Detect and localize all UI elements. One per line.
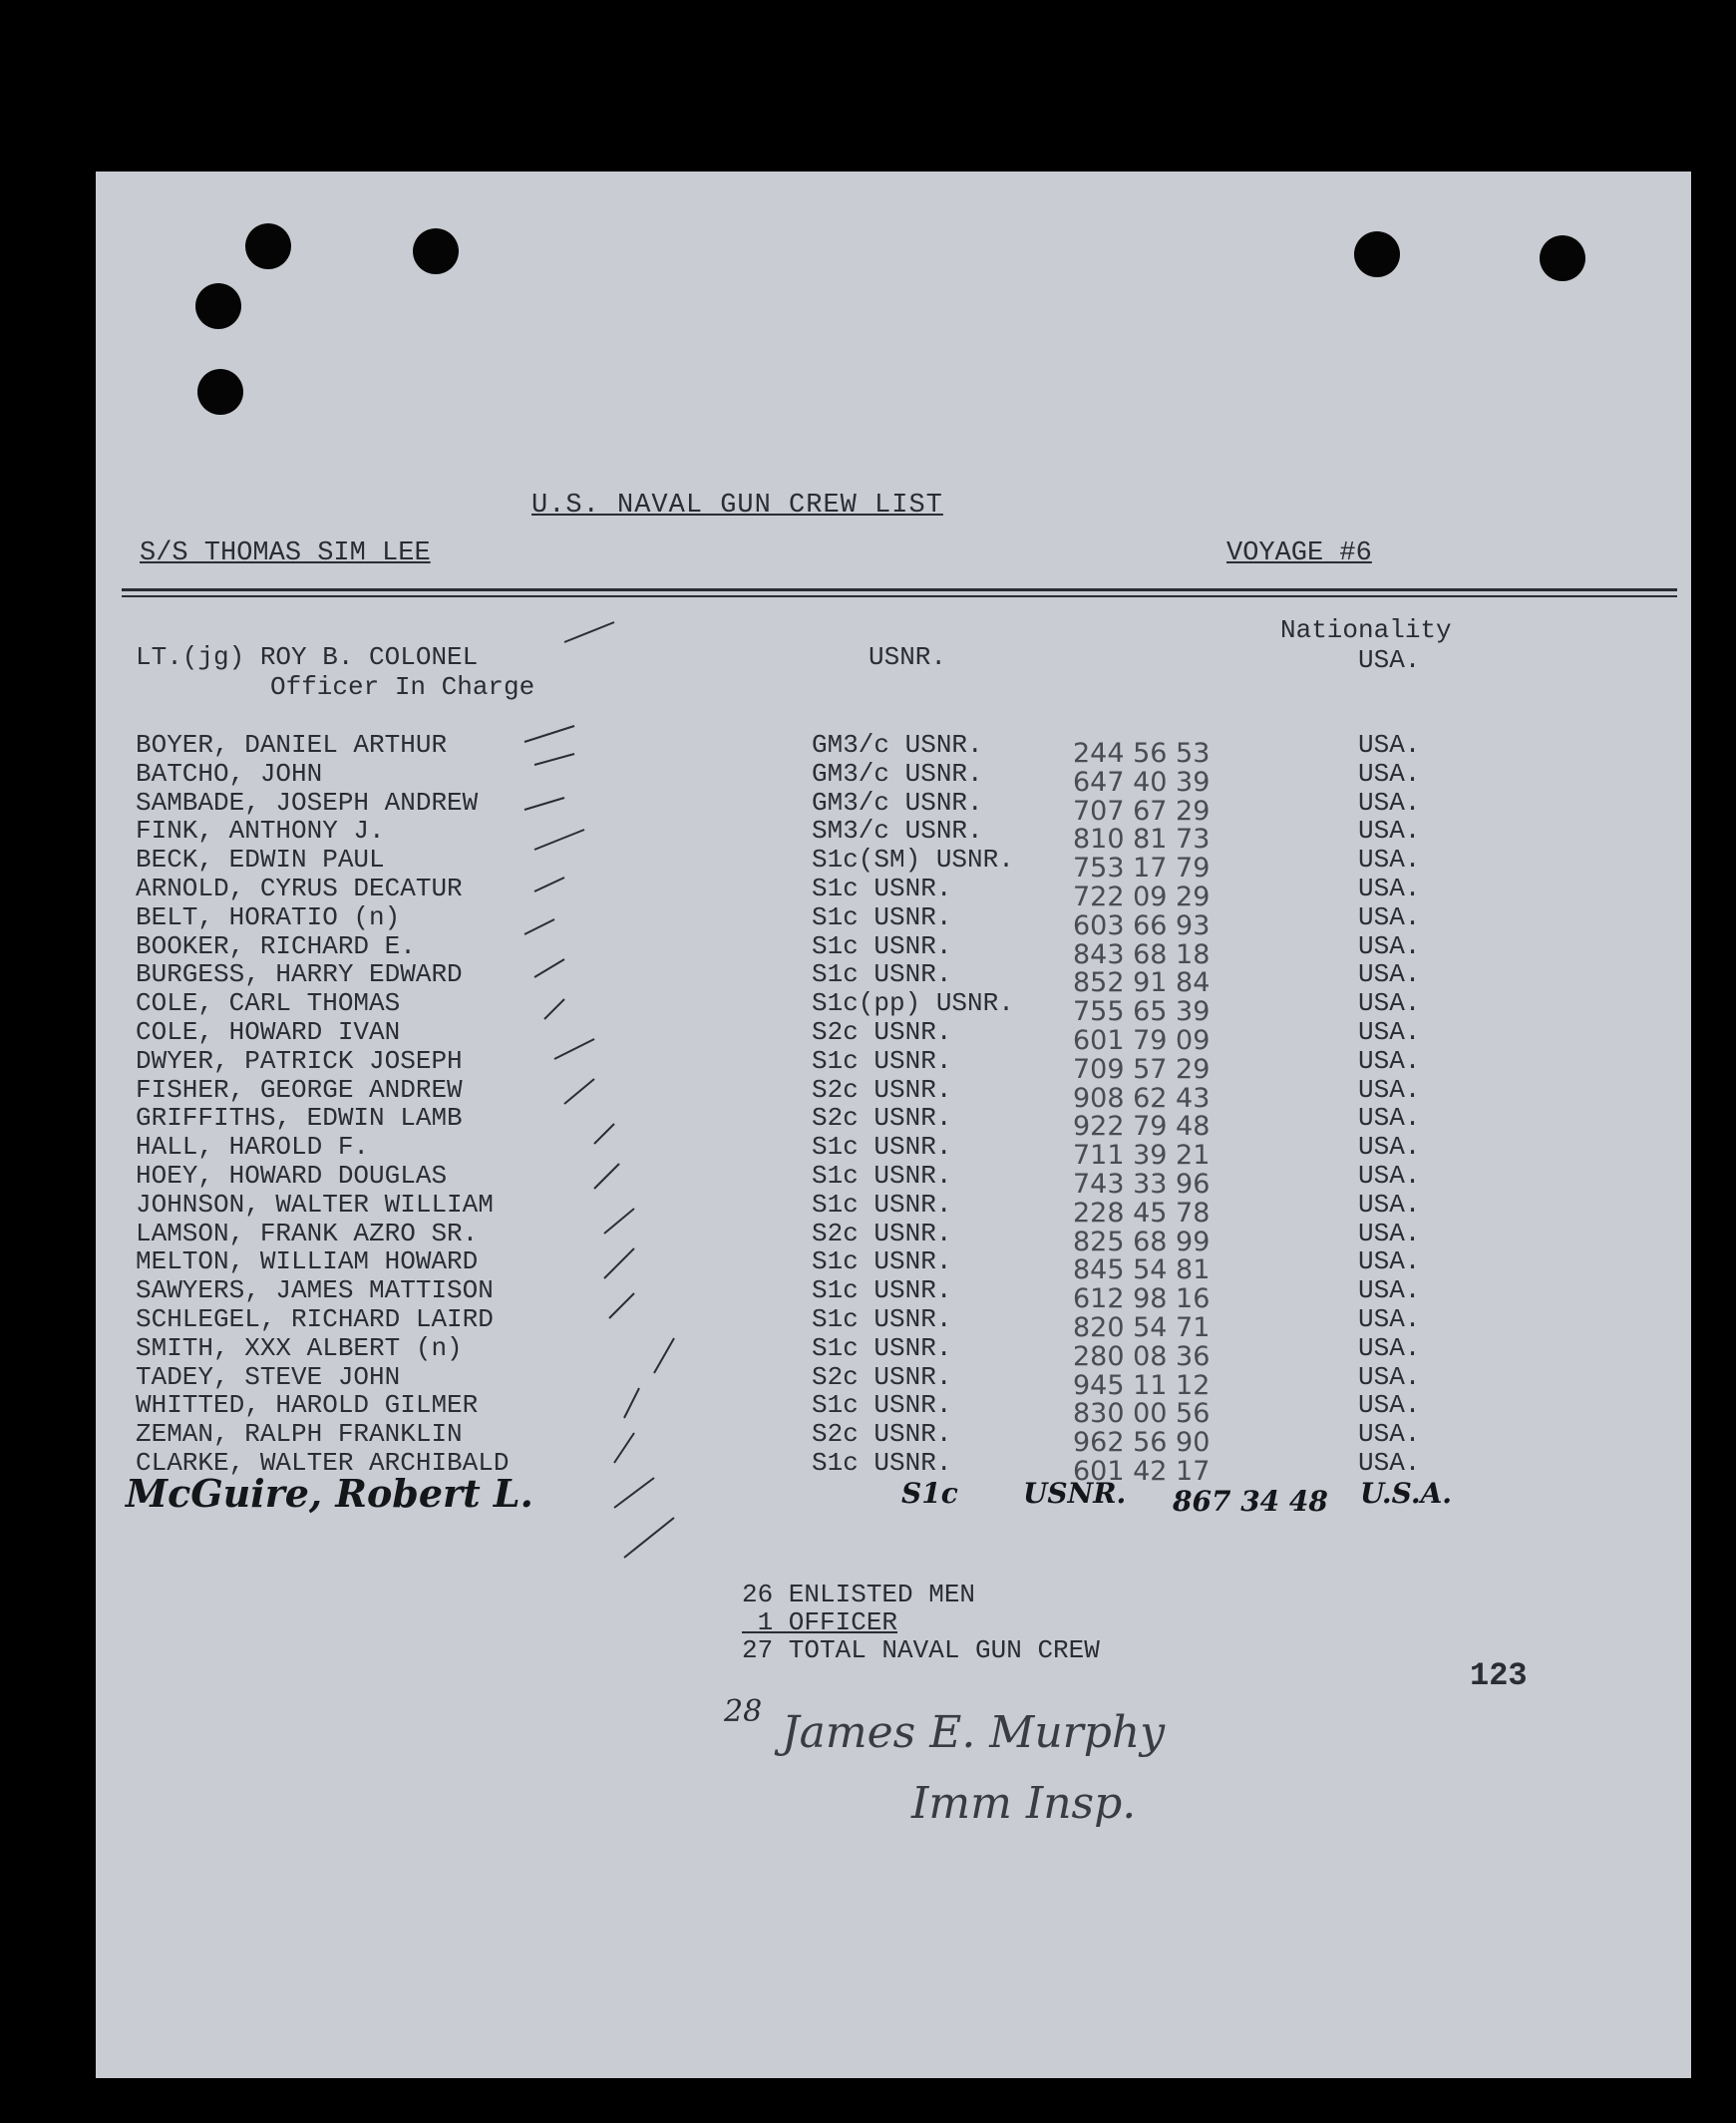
crew-name: SMITH, XXX ALBERT (n) [136,1332,463,1363]
crew-nationality: USA. [1358,816,1421,847]
crew-rate: S1c USNR. [812,1332,952,1363]
crew-nationality: USA. [1358,758,1421,789]
handwritten-crew-rate: S1c [901,1476,958,1510]
crew-rate: S1c USNR. [812,1189,952,1220]
crew-service-number: 743 33 96 [1073,1168,1211,1200]
crew-nationality: USA. [1358,1160,1421,1191]
crew-nationality: USA. [1358,1275,1421,1306]
handwritten-crew-number: 867 34 48 [1173,1484,1328,1518]
crew-service-number: 709 57 29 [1073,1053,1211,1085]
crew-service-number: 845 54 81 [1073,1254,1211,1286]
crew-service-number: 755 65 39 [1073,996,1211,1028]
crew-service-number: 603 66 93 [1073,909,1211,941]
crew-rate: S1c USNR. [812,1132,952,1163]
crew-nationality: USA. [1358,1419,1421,1450]
crew-name: TADEY, STEVE JOHN [136,1361,401,1392]
crew-nationality: USA. [1358,1332,1421,1363]
crew-nationality: USA. [1358,1246,1421,1277]
crew-rate: S1c USNR. [812,1447,952,1478]
crew-name: FISHER, GEORGE ANDREW [136,1074,463,1105]
crew-rate: S2c USNR. [812,1103,952,1134]
nationality-header: Nationality [1280,615,1452,645]
crew-rate: S2c USNR. [812,1218,952,1248]
crew-nationality: USA. [1358,845,1421,876]
crew-name: MELTON, WILLIAM HOWARD [136,1246,479,1277]
officer-nationality: USA. [1358,645,1421,675]
document-title: U.S. NAVAL GUN CREW LIST [531,491,943,521]
crew-name: FINK, ANTHONY J. [136,816,385,847]
crew-rate: S1c USNR. [812,1246,952,1277]
handwritten-crew-name: McGuire, Robert L. [126,1470,533,1516]
crew-rate: S1c USNR. [812,1275,952,1306]
crew-service-number: 711 39 21 [1073,1140,1211,1172]
crew-name: ZEMAN, RALPH FRANKLIN [136,1419,463,1450]
crew-nationality: USA. [1358,1390,1421,1421]
crew-rate: S1c USNR. [812,1045,952,1076]
crew-service-number: 228 45 78 [1073,1197,1211,1229]
crew-service-number: 820 54 71 [1073,1311,1211,1343]
crew-service-number: 843 68 18 [1073,938,1211,970]
crew-service-number: 908 62 43 [1073,1082,1211,1114]
crew-name: COLE, CARL THOMAS [136,988,401,1019]
crew-nationality: USA. [1358,873,1421,903]
handwritten-total: 28 [724,1694,763,1729]
crew-rate: S1c USNR. [812,901,952,932]
crew-service-number: 707 67 29 [1073,795,1211,827]
crew-nationality: USA. [1358,1103,1421,1134]
crew-service-number: 722 09 29 [1073,881,1211,912]
enlisted-count: 26 ENLISTED MEN [742,1580,976,1609]
crew-name: BECK, EDWIN PAUL [136,845,385,876]
crew-nationality: USA. [1358,959,1421,990]
crew-service-number: 945 11 12 [1073,1369,1211,1401]
crew-rate: S2c USNR. [812,1016,952,1047]
crew-nationality: USA. [1358,930,1421,961]
crew-rate: S1c USNR. [812,959,952,990]
crew-service-number: 280 08 36 [1073,1340,1211,1372]
crew-rate: S1c USNR. [812,1390,952,1421]
crew-service-number: 830 00 56 [1073,1398,1211,1430]
crew-service-number: 601 42 17 [1073,1455,1211,1487]
officer-name: LT.(jg) ROY B. COLONEL [136,642,479,672]
document-page [96,172,1691,2078]
officer-branch: USNR. [868,642,947,672]
handwritten-crew-nationality: U.S.A. [1360,1476,1453,1510]
crew-name: BELT, HORATIO (n) [136,901,401,932]
crew-name: HALL, HAROLD F. [136,1132,370,1163]
ship-name: S/S THOMAS SIM LEE [140,538,431,568]
crew-nationality: USA. [1358,1074,1421,1105]
crew-rate: GM3/c USNR. [812,787,983,818]
voyage-number: VOYAGE #6 [1226,538,1372,568]
total-crew: 27 TOTAL NAVAL GUN CREW [742,1635,1100,1665]
crew-name: GRIFFITHS, EDWIN LAMB [136,1103,463,1134]
crew-name: DWYER, PATRICK JOSEPH [136,1045,463,1076]
crew-nationality: USA. [1358,988,1421,1019]
crew-name: ARNOLD, CYRUS DECATUR [136,873,463,903]
crew-service-number: 753 17 79 [1073,853,1211,885]
crew-service-number: 601 79 09 [1073,1024,1211,1056]
signature-block [742,1687,1165,1829]
crew-nationality: USA. [1358,787,1421,818]
crew-service-number: 852 91 84 [1073,967,1211,999]
crew-nationality: USA. [1358,1132,1421,1163]
crew-rate: GM3/c USNR. [812,758,983,789]
crew-service-number: 825 68 99 [1073,1226,1211,1257]
crew-rate: S1c(SM) USNR. [812,845,1014,876]
crew-service-number: 962 56 90 [1073,1427,1211,1459]
crew-nationality: USA. [1358,1016,1421,1047]
crew-nationality: USA. [1358,1045,1421,1076]
officer-role: Officer In Charge [270,672,535,702]
crew-rate: S1c USNR. [812,1303,952,1334]
crew-rate: S1c USNR. [812,873,952,903]
handwritten-crew-branch: USNR. [1023,1476,1127,1510]
crew-nationality: USA. [1358,1447,1421,1478]
crew-name: COLE, HOWARD IVAN [136,1016,401,1047]
crew-service-number: 922 79 48 [1073,1111,1211,1143]
crew-service-number: 612 98 16 [1073,1283,1211,1315]
crew-service-number: 244 56 53 [1073,738,1211,769]
crew-name: BOYER, DANIEL ARTHUR [136,730,448,760]
crew-nationality: USA. [1358,1361,1421,1392]
crew-name: SCHLEGEL, RICHARD LAIRD [136,1303,494,1334]
crew-rate: S1c USNR. [812,1160,952,1191]
crew-name: SAWYERS, JAMES MATTISON [136,1275,494,1306]
crew-service-number: 647 40 39 [1073,766,1211,798]
crew-nationality: USA. [1358,1303,1421,1334]
crew-rate: SM3/c USNR. [812,816,983,847]
crew-name: HOEY, HOWARD DOUGLAS [136,1160,448,1191]
crew-name: WHITTED, HAROLD GILMER [136,1390,479,1421]
signature-title: Imm Insp. [911,1778,1137,1829]
crew-nationality: USA. [1358,730,1421,760]
crew-nationality: USA. [1358,1189,1421,1220]
crew-rate: S2c USNR. [812,1419,952,1450]
crew-name: SAMBADE, JOSEPH ANDREW [136,787,479,818]
crew-name: CLARKE, WALTER ARCHIBALD [136,1447,510,1478]
crew-name: JOHNSON, WALTER WILLIAM [136,1189,494,1220]
crew-nationality: USA. [1358,1218,1421,1248]
crew-rate: S2c USNR. [812,1074,952,1105]
crew-rate: S1c(pp) USNR. [812,988,1014,1019]
crew-name: BOOKER, RICHARD E. [136,930,416,961]
crew-rate: S2c USNR. [812,1361,952,1392]
crew-service-number: 810 81 73 [1073,824,1211,856]
officer-count: 1 OFFICER [742,1607,898,1637]
crew-rate: S1c USNR. [812,930,952,961]
signature-name: James E. Murphy [782,1707,1166,1758]
crew-name: BURGESS, HARRY EDWARD [136,959,463,990]
crew-rate: GM3/c USNR. [812,730,983,760]
page-number: 123 [1470,1657,1528,1694]
crew-name: LAMSON, FRANK AZRO SR. [136,1218,479,1248]
crew-nationality: USA. [1358,901,1421,932]
crew-name: BATCHO, JOHN [136,758,323,789]
